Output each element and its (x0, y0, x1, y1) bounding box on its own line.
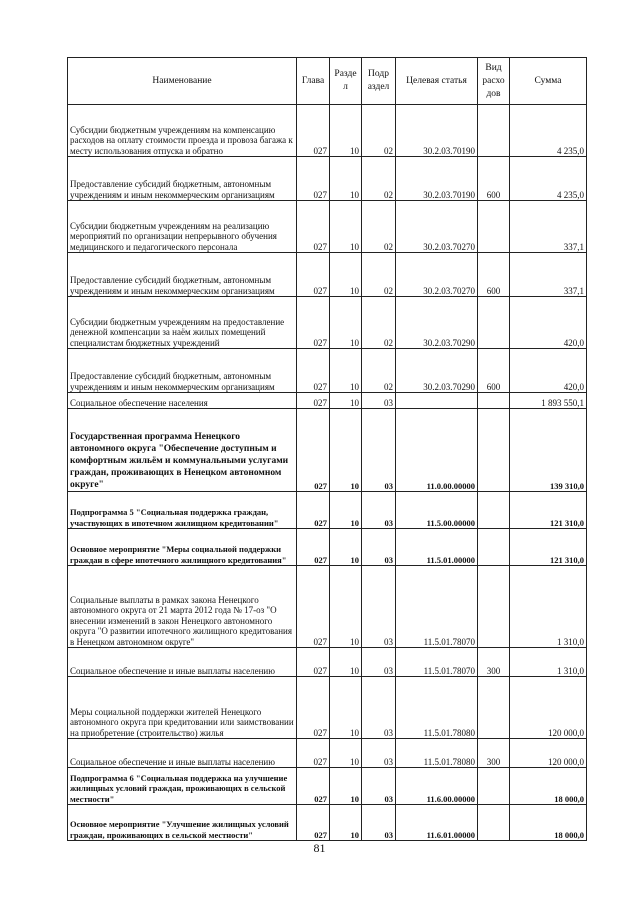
cell-podrazdel: 03 (362, 393, 396, 409)
cell-celevaya-statya: 11.5.01.78070 (396, 648, 478, 677)
cell-summa: 4 235,0 (510, 157, 587, 201)
cell-summa: 139 310,0 (510, 409, 587, 492)
cell-name: Предоставление субсидий бюджетным, автономным учреждениям и иным некоммерческим организациям (68, 253, 297, 297)
cell-name: Государственная программа Ненецкого автономного округа "Обеспечение доступным и комфортным жильём и коммунальными услугами граждан, проживающих в Ненецком автономном округе" (68, 409, 297, 492)
cell-podrazdel: 02 (362, 297, 396, 349)
cell-razdel: 10 (330, 105, 362, 157)
cell-name: Подпрограмма 6 "Социальная поддержка на улучшение жилищных условий граждан, проживающих в сельской местности" (68, 768, 297, 805)
cell-name: Меры социальной поддержки жителей Ненецкого автономного округа при кредитовании или заимствовании на приобретение (строительство) жилья (68, 677, 297, 739)
cell-celevaya-statya: 30.2.03.70270 (396, 201, 478, 253)
cell-podrazdel: 03 (362, 805, 396, 841)
table-row (68, 157, 587, 201)
cell-summa: 121 310,0 (510, 492, 587, 529)
cell-glava: 027 (297, 739, 330, 768)
cell-name: Социальное обеспечение населения (68, 393, 297, 409)
cell-vid-rashodov: 600 (478, 349, 510, 393)
cell-celevaya-statya: 11.5.00.00000 (396, 492, 478, 529)
cell-name: Подпрограмма 5 "Социальная поддержка граждан, участвующих в ипотечном жилищном кредитовании" (68, 492, 297, 529)
cell-name: Предоставление субсидий бюджетным, автономным учреждениям и иным некоммерческим организациям (68, 349, 297, 393)
cell-razdel: 10 (330, 566, 362, 648)
table-row (68, 648, 587, 677)
cell-celevaya-statya: 11.5.01.78080 (396, 739, 478, 768)
cell-vid-rashodov: 300 (478, 648, 510, 677)
table-row (68, 201, 587, 253)
cell-glava: 027 (297, 157, 330, 201)
cell-celevaya-statya: 11.6.00.00000 (396, 768, 478, 805)
header-name: Наименование (68, 58, 297, 105)
cell-podrazdel: 03 (362, 739, 396, 768)
cell-name: Социальные выплаты в рамках закона Ненецкого автономного округа от 21 марта 2012 года № 17-оз "О внесении изменений в закон Ненецкого автономного округа "О развитии ипотечного жилищного кредитования в Ненецком автономном округе" (68, 566, 297, 648)
cell-razdel: 10 (330, 253, 362, 297)
cell-summa: 4 235,0 (510, 105, 587, 157)
cell-razdel: 10 (330, 648, 362, 677)
header-celevaya-statya: Целевая статья (396, 58, 478, 105)
cell-razdel: 10 (330, 529, 362, 566)
cell-summa: 18 000,0 (510, 768, 587, 805)
cell-summa: 1 310,0 (510, 566, 587, 648)
cell-podrazdel: 03 (362, 566, 396, 648)
cell-name: Социальное обеспечение и иные выплаты населению (68, 648, 297, 677)
table-row (68, 529, 587, 566)
header-vid-rashodov: Вид расхо дов (478, 58, 510, 105)
cell-name: Субсидии бюджетным учреждениям на реализацию мероприятий по организации непрерывного обучения медицинского и педагогического персонала (68, 201, 297, 253)
table-row (68, 393, 587, 409)
cell-summa: 337,1 (510, 201, 587, 253)
cell-vid-rashodov (478, 409, 510, 492)
cell-razdel: 10 (330, 201, 362, 253)
cell-glava: 027 (297, 393, 330, 409)
cell-glava: 027 (297, 349, 330, 393)
cell-name: Предоставление субсидий бюджетным, автономным учреждениям и иным некоммерческим организациям (68, 157, 297, 201)
table-row (68, 492, 587, 529)
cell-razdel: 10 (330, 297, 362, 349)
cell-vid-rashodov (478, 566, 510, 648)
cell-glava: 027 (297, 648, 330, 677)
cell-razdel: 10 (330, 768, 362, 805)
cell-podrazdel: 02 (362, 349, 396, 393)
cell-celevaya-statya: 30.2.03.70190 (396, 157, 478, 201)
cell-glava: 027 (297, 409, 330, 492)
page-number: 81 (313, 841, 326, 855)
cell-celevaya-statya: 11.5.01.78080 (396, 677, 478, 739)
cell-glava: 027 (297, 566, 330, 648)
cell-summa: 1 310,0 (510, 648, 587, 677)
cell-vid-rashodov: 300 (478, 739, 510, 768)
cell-celevaya-statya: 30.2.03.70290 (396, 349, 478, 393)
cell-podrazdel: 03 (362, 529, 396, 566)
cell-celevaya-statya: 11.5.01.78070 (396, 566, 478, 648)
cell-name: Субсидии бюджетным учреждениям на предоставление денежной компенсации за наём жилых помещений специалистам бюджетных учреждений (68, 297, 297, 349)
cell-glava: 027 (297, 201, 330, 253)
budget-table (67, 57, 587, 841)
table-row (68, 349, 587, 393)
cell-vid-rashodov (478, 393, 510, 409)
cell-summa: 120 000,0 (510, 739, 587, 768)
cell-podrazdel: 03 (362, 648, 396, 677)
table-row (68, 768, 587, 805)
table-row (68, 297, 587, 349)
table-row (68, 566, 587, 648)
cell-summa: 420,0 (510, 297, 587, 349)
table-row (68, 253, 587, 297)
cell-vid-rashodov: 600 (478, 253, 510, 297)
header-summa: Сумма (510, 58, 587, 105)
cell-vid-rashodov (478, 105, 510, 157)
table-row (68, 105, 587, 157)
cell-razdel: 10 (330, 409, 362, 492)
cell-vid-rashodov (478, 529, 510, 566)
table-row (68, 805, 587, 841)
cell-razdel: 10 (330, 393, 362, 409)
cell-name: Субсидии бюджетным учреждениям на компенсацию расходов на оплату стоимости проезда и провоза багажа к месту использования отпуска и обратно (68, 105, 297, 157)
cell-vid-rashodov (478, 297, 510, 349)
cell-glava: 027 (297, 805, 330, 841)
cell-vid-rashodov (478, 492, 510, 529)
cell-razdel: 10 (330, 492, 362, 529)
cell-celevaya-statya: 30.2.03.70290 (396, 297, 478, 349)
cell-glava: 027 (297, 253, 330, 297)
cell-name: Социальное обеспечение и иные выплаты населению (68, 739, 297, 768)
cell-glava: 027 (297, 677, 330, 739)
cell-vid-rashodov (478, 677, 510, 739)
cell-razdel: 10 (330, 805, 362, 841)
cell-glava: 027 (297, 529, 330, 566)
cell-glava: 027 (297, 105, 330, 157)
cell-podrazdel: 02 (362, 157, 396, 201)
table-row (68, 409, 587, 492)
cell-podrazdel: 03 (362, 768, 396, 805)
cell-podrazdel: 02 (362, 201, 396, 253)
cell-summa: 1 893 550,1 (510, 393, 587, 409)
cell-celevaya-statya: 11.0.00.00000 (396, 409, 478, 492)
cell-celevaya-statya: 30.2.03.70270 (396, 253, 478, 297)
header-razdel: Разде л (330, 58, 362, 105)
table-body (68, 105, 587, 841)
cell-summa: 337,1 (510, 253, 587, 297)
cell-podrazdel: 03 (362, 409, 396, 492)
cell-celevaya-statya: 11.5.01.00000 (396, 529, 478, 566)
cell-summa: 18 000,0 (510, 805, 587, 841)
cell-name: Основное мероприятие "Меры социальной поддержки граждан в сфере ипотечного жилищного кредитования" (68, 529, 297, 566)
cell-glava: 027 (297, 768, 330, 805)
cell-celevaya-statya (396, 393, 478, 409)
cell-vid-rashodov: 600 (478, 157, 510, 201)
table-row (68, 677, 587, 739)
cell-podrazdel: 03 (362, 492, 396, 529)
cell-razdel: 10 (330, 677, 362, 739)
cell-razdel: 10 (330, 739, 362, 768)
cell-vid-rashodov (478, 201, 510, 253)
cell-podrazdel: 03 (362, 677, 396, 739)
cell-podrazdel: 02 (362, 105, 396, 157)
header-glava: Глава (297, 58, 330, 105)
cell-glava: 027 (297, 297, 330, 349)
cell-razdel: 10 (330, 349, 362, 393)
table-header-row (68, 58, 587, 105)
cell-celevaya-statya: 30.2.03.70190 (396, 105, 478, 157)
cell-vid-rashodov (478, 805, 510, 841)
table-row (68, 739, 587, 768)
cell-celevaya-statya: 11.6.01.00000 (396, 805, 478, 841)
cell-summa: 121 310,0 (510, 529, 587, 566)
cell-summa: 420,0 (510, 349, 587, 393)
cell-name: Основное мероприятие "Улучшение жилищных условий граждан, проживающих в сельской местности" (68, 805, 297, 841)
cell-glava: 027 (297, 492, 330, 529)
cell-razdel: 10 (330, 157, 362, 201)
cell-podrazdel: 02 (362, 253, 396, 297)
header-podrazdel: Подр аздел (362, 58, 396, 105)
cell-vid-rashodov (478, 768, 510, 805)
cell-summa: 120 000,0 (510, 677, 587, 739)
